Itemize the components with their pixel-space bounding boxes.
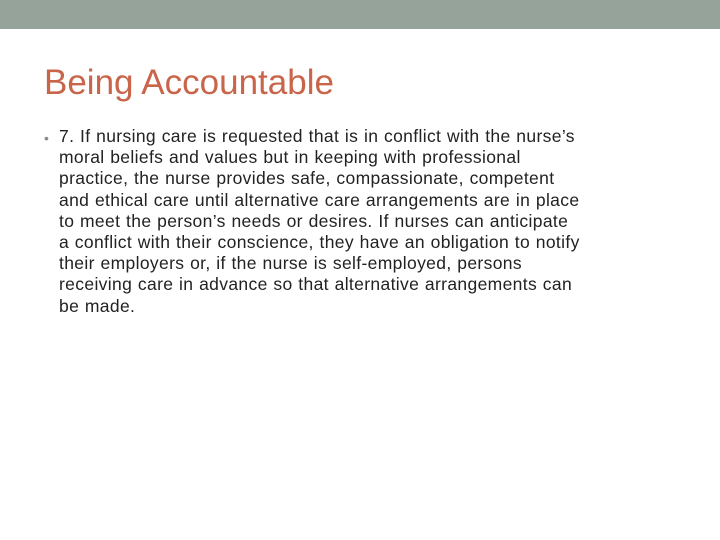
bullet-item	[44, 126, 694, 317]
bullet-text-line: receiving care in advance so that alternative arrangements can	[59, 274, 573, 295]
bullet-text-line: moral beliefs and values but in keeping with professional	[59, 147, 521, 168]
bullet-text-line: be made.	[59, 295, 136, 316]
slide-title: Being Accountable	[44, 63, 334, 102]
bullet-text-line: practice, the nurse provides safe, compassionate, competent	[59, 168, 555, 189]
bullet-list	[44, 126, 694, 317]
bullet-text-line: to meet the person’s needs or desires. If nurses can anticipate	[59, 210, 569, 231]
top-accent-band	[0, 0, 720, 29]
bullet-text-line: 7. If nursing care is requested that is in conflict with the nurse’s	[59, 126, 575, 146]
bullet-text-line: their employers or, if the nurse is self-employed, persons	[59, 253, 522, 274]
bullet-text-line: a conflict with their conscience, they have an obligation to notify	[59, 232, 580, 253]
bullet-text	[59, 126, 694, 317]
bullet-dot-icon: •	[44, 130, 49, 146]
bullet-text-line: and ethical care until alternative care arrangements are in place	[59, 189, 580, 210]
